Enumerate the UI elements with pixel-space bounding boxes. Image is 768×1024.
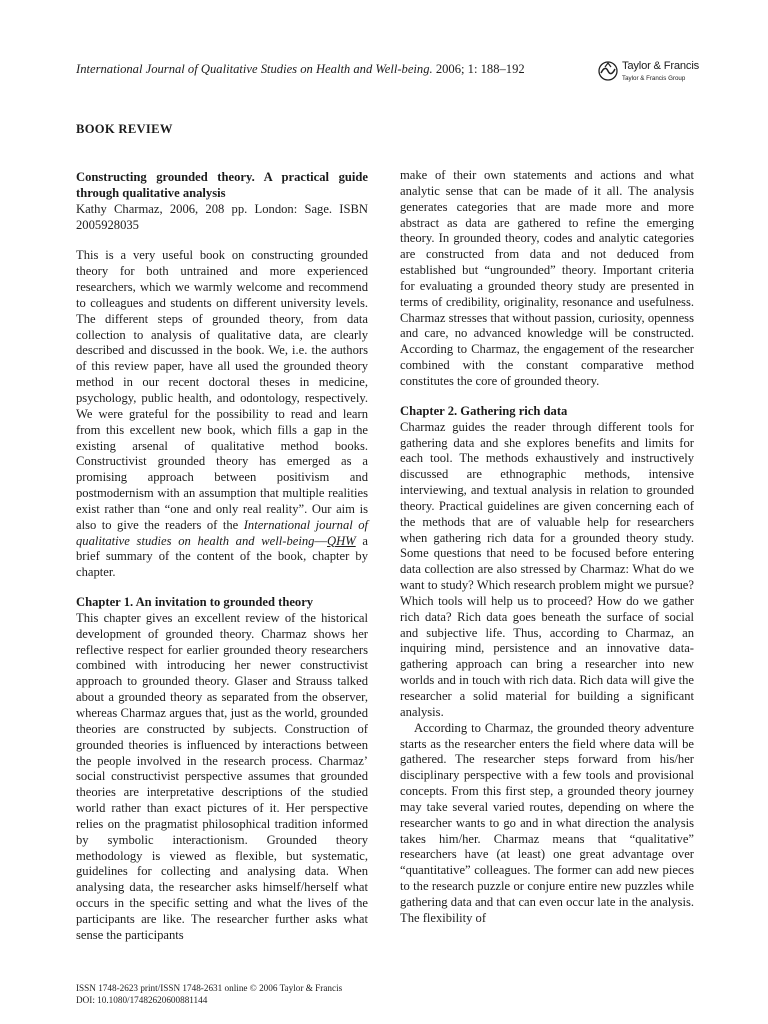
journal-citation (76, 62, 525, 77)
intro-text-a: This is a very useful book on constructing grounded theory for both untrained and more experienced researchers, which we warmly welcome and recommend to colleagues and students on different university levels. The different steps of grounded theory, from data collection to analysis of qualitative data, are clearly described and discussed in the book. We, i.e. the authors of this review paper, have all used the grounded theory method in our recent doctoral theses in medicine, psychology, public health, and odontology, respectively. We were grateful for the possibility to read and learn from this excellent new book, which fills a gap in the existing arsenal of qualitative method books. Constructivist grounded theory has emerged as a promising approach between positivism and postmodernism with an assumption that multiple realities exist rather than “one and only real reality”. Our aim is also to give the readers of the (76, 248, 368, 532)
journal-title-italic: International journal of qualitative studies on health and well-being (76, 517, 369, 548)
publisher-group: Taylor & Francis Group (622, 75, 686, 82)
journal-name: International Journal of Qualitative Studies on Health and Well-being. (76, 62, 433, 76)
publisher-logo (596, 57, 706, 91)
intro-text-b: a brief summary of the content of the book, chapter by chapter. (76, 533, 368, 580)
right-column (400, 168, 694, 927)
chapter-1-text: This chapter gives an excellent review of the historical development of grounded theory. Charmaz shows her reflective respect for earlier grounded theory researchers combined with introducing her newer constructivist approach to grounded theory. Glaser and Strauss talked about a grounded theory as separated from the observer, whereas Charmaz argues that, just as the world, grounded theories are constructed by subjects. Construction of grounded theories is influenced by interactions between the people involved in the research process. Charmaz’ social constructivist perspective assumes that grounded theories are interpretative descriptions of the studied world rather than exact pictures of it. Her perspective relies on the pragmatist philosophical tradition informed by symbolic interactionism. Grounded theory methodology is viewed as flexible, but systematic, guidelines for collecting and analysing data. When analysing data, the researcher asks himself/herself what occurs in the specific setting and what the lives of the participants are like. The researcher further asks what sense the participants (76, 610, 368, 942)
taylor-francis-logo-icon (596, 59, 620, 83)
citation-volume: 2006; 1: 188–192 (432, 62, 525, 76)
doi-line: DOI: 10.1080/17482620600881144 (76, 995, 208, 1005)
intro-dash: — (314, 533, 328, 548)
qhw-abbrev: QHW (327, 533, 356, 548)
chapter-2-text: Charmaz guides the reader through different tools for gathering data and she explores benefits and limits for each tool. The methods exhaustively and instructively discussed are ethnographic methods, intensive interviewing, and textual analysis in relation to grounded theory. Practical guidelines are given concerning each of the methods that are of valuable help for researchers when gathering rich data for a grounded theory study. Some questions that need to be focused before entering data collection are also stressed by Charmaz: What do we want to study? Which research problem might we pursue? Which tools will help us to proceed? How do we gather rich data? Rich data goes beneath the surface of social and subjective life. Thus, according to Charmaz, an inquiring mind, persistence and an innovative data-gathering approach can bring a researcher into new worlds and in touch with rich data. Rich data will give the researcher a solid material for building a significant analysis. (400, 419, 694, 719)
chapter-2-text-2: According to Charmaz, the grounded theory adventure starts as the researcher enters the field where data will be gathered. The researcher steps forward from his/her disciplinary perspective with a few tools and provisional concepts. From this first step, a grounded theory journey may take several varied routes, depending on where the researcher wants to go and in what direction the analysis takes him/her. Charmaz means that “qualitative” researchers have (at least) one great advantage over “quantitative” colleagues. The former can add new pieces to the research puzzle or conjure entire new puzzles while gathering data and that can even occur late in the analysis. The flexibility of (400, 720, 694, 925)
left-column (76, 170, 368, 944)
book-details: Kathy Charmaz, 2006, 208 pp. London: Sage. ISBN 2005928035 (76, 201, 368, 232)
chapter-2-heading: Chapter 2. Gathering rich data (400, 403, 568, 418)
section-label: BOOK REVIEW (76, 122, 173, 136)
book-title: Constructing grounded theory. A practical guide through qualitative analysis (76, 170, 368, 200)
page-footer (76, 982, 342, 1006)
intro-paragraph (76, 248, 368, 581)
chapter-1-heading: Chapter 1. An invitation to grounded theory (76, 595, 314, 610)
issn-line: ISSN 1748-2623 print/ISSN 1748-2631 online © 2006 Taylor & Francis (76, 983, 343, 993)
publisher-name: Taylor & Francis (622, 60, 699, 72)
chapter-1-continued: make of their own statements and actions and what analytic sense that can be made of it all. The analysis generates categories that are made more and more abstract as data are gathered to refine the emerging theory. In grounded theory, codes and analytic categories are constructed from data and not deduced from established but “ungrounded” theory. Important criteria for evaluating a grounded theory study are presented in terms of credibility, originality, resonance and usefulness. Charmaz stresses that without passion, curiosity, openness and care, no advanced knowledge will be constructed. According to Charmaz, the engagement of the researcher combined with the constant comparative method constitutes the core of grounded theory. (400, 168, 694, 388)
